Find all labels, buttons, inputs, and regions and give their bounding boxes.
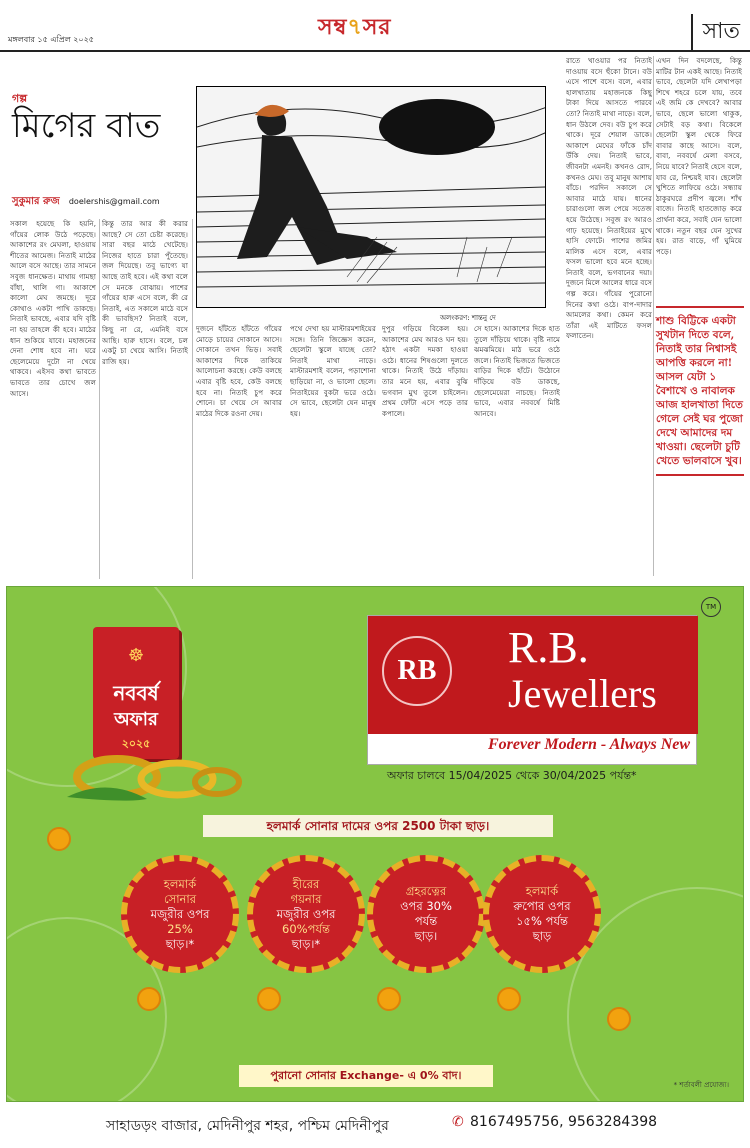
issue-date: মঙ্গলবার ১৫ এপ্রিল ২০২৫ bbox=[8, 35, 94, 44]
offer-badge-diamond: হীরের গয়নার মজুরীর ওপর 60%পর্যন্ত ছাড়।* bbox=[247, 855, 365, 973]
author-email: doelershis@gmail.com bbox=[68, 197, 160, 206]
column-divider bbox=[653, 56, 654, 576]
story-column-2: কিন্তু তার আর কী করার আছে? সে তো চেষ্টা করেছে। সারা বছর মাঠে খেটেছে। নিজের হাতে চারা পুঁতেছে। জল দিয়েছে। তবু ভাগ্যে যা আছে তাই হবে। এই কথা বলে সে মনকে বোঝায়। পাশের গাঁয়ের হারু এসে বলে, কী রে নিতাই, এত সকালে মাঠে বসে কী ভাবছিস? নিতাই বলে, কিছু না রে, এমনিই বসে আছি। হারু হাসে। বলে, চল একটু চা খেয়ে আসি। নিতাই রাজি হয়। bbox=[102, 219, 188, 366]
pullquote: শাশু বিট্টিকে একটা সুখটান দিতে বলে, নিতাই তার নিশ্বাসই আপত্তি করলে না! আসল যেটা ১ বৈশাখে ও নাবালক আজ হালখাতা দিতে গেলে সেই ঘর পুজো দেখে আমাদের দম খাওয়া। ছেলেটা চুটি খেতে ভালবাসে খুব। bbox=[656, 306, 744, 476]
marigold-icon bbox=[257, 987, 281, 1011]
author-name: সুকুমার রুজ bbox=[12, 196, 60, 207]
marigold-icon bbox=[137, 987, 161, 1011]
brand-name-line2: Jewellers bbox=[508, 671, 657, 716]
marigold-icon bbox=[607, 1007, 631, 1031]
ad-footer bbox=[6, 1102, 744, 1144]
trademark-icon: TM bbox=[701, 597, 721, 617]
offer-title-line2: অফার bbox=[114, 709, 158, 730]
page-label: সাত bbox=[691, 14, 740, 51]
story-column-4: পথে দেখা হয় মাস্টারমশাইয়ের সঙ্গে। তিনি জিজ্ঞেস করেন, ছেলেটা স্কুলে যাচ্ছে তো? নিতাই মাথা নাড়ে। মাস্টারমশাই বলেন, পড়াশোনা ছাড়িয়ো না, ও ভালো ছেলে। নিতাইয়ের বুকটা ভরে ওঠে। সে ভাবে, ছেলেটা যেন মানুষ হয়। bbox=[290, 324, 376, 418]
story-column-3: দুজনে হাঁটতে হাঁটতে গাঁয়ের মোড়ে চায়ের দোকানে আসে। দোকানে তখন ভিড়। সবাই আকাশের দিকে তাকিয়ে আলোচনা করছে। কেউ বলছে এবার বৃষ্টি হবে, কেউ বলছে হবে না। নিতাই চুপ করে শোনে। চা খেয়ে সে আবার মাঠের দিকে রওনা দেয়। bbox=[196, 324, 282, 418]
story-column-8: এখন দিন বদলেছে, কিন্তু মাটির টান একই আছে। নিতাই ভাবে, ছেলেটা যদি লেখাপড়া শিখে শহরে চলে যায়, তবে এই জমি কে দেখবে? আবার ভাবে, ছেলে ভালো থাকুক, সেটাই বড় কথা। বিকেলে ছেলেটা স্কুল থেকে ফিরে বাবার কাছে আসে। বলে, বাবা, নববর্ষে মেলা বসবে, নিয়ে যাবে? নিতাই হেসে বলে, যাব রে, নিশ্চয়ই যাব। ছেলেটা খুশিতে লাফিয়ে ওঠে। সন্ধ্যায় ঠাকুরঘরে প্রদীপ জ্বলে। শাঁখ বাজে। নিতাই হাতজোড় করে প্রার্থনা করে, সবাই যেন ভালো থাকে। নতুন বছর যেন সুখের হয়। রাত বাড়ে, গাঁ ঘুমিয়ে পড়ে। bbox=[656, 56, 742, 256]
brand-logo-icon: RB bbox=[382, 636, 452, 706]
offer-validity: অফার চালবে 15/04/2025 থেকে 30/04/2025 পর্যন্ত* bbox=[387, 769, 637, 782]
marigold-icon bbox=[377, 987, 401, 1011]
column-divider bbox=[99, 219, 100, 579]
brand-panel bbox=[367, 615, 697, 765]
brand-name-line1: R.B. bbox=[508, 623, 589, 672]
offer-badge-silver: হলমার্ক রুপোর ওপর ১৫% পর্যন্ত ছাড় bbox=[483, 855, 601, 973]
offer-title-line1: নববর্ষ bbox=[113, 681, 159, 705]
terms-condition: * শর্তাবলী প্রযোজ্য। bbox=[673, 1081, 729, 1089]
brand-red-banner bbox=[368, 616, 698, 734]
story-illustration bbox=[196, 86, 546, 308]
marigold-icon bbox=[47, 827, 71, 851]
offer-badge-gold-making: হলমার্ক সোনার মজুরীর ওপর 25% ছাড়।* bbox=[121, 855, 239, 973]
store-address: সাহাডড়ং বাজার, মেদিনীপুর শহর, পশ্চিম মেদিনীপুর bbox=[106, 1118, 389, 1134]
gold-bangles-image bbox=[67, 737, 247, 807]
story-title: মিগের বাত bbox=[12, 106, 161, 146]
story-tag: গল্প bbox=[12, 92, 28, 105]
byline bbox=[12, 194, 160, 211]
marigold-icon bbox=[497, 987, 521, 1011]
offer-symbol-icon: ☸ bbox=[127, 645, 145, 666]
store-phone[interactable]: 8167495756, 9563284398 bbox=[470, 1114, 658, 1130]
offer-headline: হলমার্ক সোনার দামের ওপর 2500 টাকা ছাড়। bbox=[203, 815, 553, 837]
offer-year: ২০২৫ bbox=[121, 737, 151, 750]
masthead bbox=[0, 0, 750, 52]
illustration-credit: অলংকরণ: শান্তনু দে bbox=[440, 314, 496, 322]
column-divider bbox=[192, 219, 193, 579]
story-column-5: দুপুর গড়িয়ে বিকেল হয়। আকাশের মেঘ আরও ঘন হয়। হঠাৎ একটা দমকা হাওয়া ওঠে। ধানের শিষগুলো দুলতে থাকে। নিতাই উঠে দাঁড়ায়। তার মনে হয়, এবার বুঝি ভগবান মুখ তুলে চাইলেন। প্রথম ফোঁটা এসে পড়ে তার কপালে। bbox=[382, 324, 468, 418]
story-column-1: সকাল হয়েছে কি হয়নি, গাঁয়ের লোক উঠে পড়েছে। আকাশের রং মেঘলা, হাওয়ায় শীতের আমেজ। নিতাই মাঠের আলে বসে আছে। তার সামনে সবুজ ধানক্ষেত। মাথায় গামছা বাঁধা, খালি গা। আকাশে কালো মেঘ জমছে। দূরে কোথাও একটা পাখি ডাকছে। নিতাই ভাবছে, এবার যদি বৃষ্টি না হয় তাহলে কী হবে। মাঠের ধান শুকিয়ে যাবে। মহাজনের দেনা শোধ হবে না। ঘরে ছেলেমেয়ে দুটো না খেয়ে থাকবে। এইসব কথা ভাবতে ভাবতে তার চোখে জল আসে। bbox=[10, 219, 96, 398]
story-column-7: রাতে খাওয়ার পর নিতাই দাওয়ায় বসে হুঁকো টানে। বউ এসে পাশে বসে। বলে, এবার হালখাতায় মহাজনকে কিছু টাকা দিয়ে আসতে পারবে তো? নিতাই মাথা নাড়ে। বলে, ধান উঠলে দেব। বউ চুপ করে থাকে। দূরে শেয়াল ডাকে। আকাশে মেঘের ফাঁকে চাঁদ উঁকি দেয়। নিতাই ভাবে, জীবনটা এমনই। কখনও রোদ, কখনও মেঘ। তবু মানুষ আশায় বাঁচে। পরদিন সকালে সে আবার মাঠে যায়। ধানের চারাগুলো জল পেয়ে সতেজ হয়ে উঠেছে। সবুজ রং আরও গাঢ় হয়েছে। নিতাইয়ের মুখে হাসি ফোটে। পাশের জমির মালিক এসে বলে, এবার ফসল ভালো হবে মনে হচ্ছে। নিতাই বলে, ভগবানের দয়া। দুজনে মিলে আলের ধারে বসে গল্প করে। গাঁয়ের পুরোনো দিনের কথা ওঠে। বাপ-দাদার আমলের কথা। কেমন করে তাঁরা এই মাটিতে ফসল ফলাতেন। bbox=[566, 56, 652, 341]
brand-tagline: Forever Modern - Always New bbox=[488, 736, 691, 753]
phone-icon: ✆ bbox=[452, 1114, 464, 1130]
newspaper-logo: সম্ব৭সর bbox=[318, 15, 392, 40]
offer-badge-gemstone: গ্রহরত্নের ওপর 30% পর্যন্ত ছাড়। bbox=[367, 855, 485, 973]
exchange-offer: পুরানো সোনার Exchange- এ 0% বাদ। bbox=[239, 1065, 493, 1087]
story-column-6: সে হাসে। আকাশের দিকে হাত তুলে দাঁড়িয়ে থাকে। বৃষ্টি নামে ঝমঝমিয়ে। মাঠ ভরে ওঠে জলে। নিতাই ভিজতে ভিজতে বাড়ির দিকে হাঁটে। উঠোনে দাঁড়িয়ে বউ ডাকছে, ছেলেমেয়েরা নাচছে। নিতাই ভাবে, এবার নববর্ষে মিষ্টি আনবে। bbox=[474, 324, 560, 418]
jewellers-advertisement[interactable] bbox=[6, 586, 744, 1102]
story-article bbox=[0, 54, 750, 584]
